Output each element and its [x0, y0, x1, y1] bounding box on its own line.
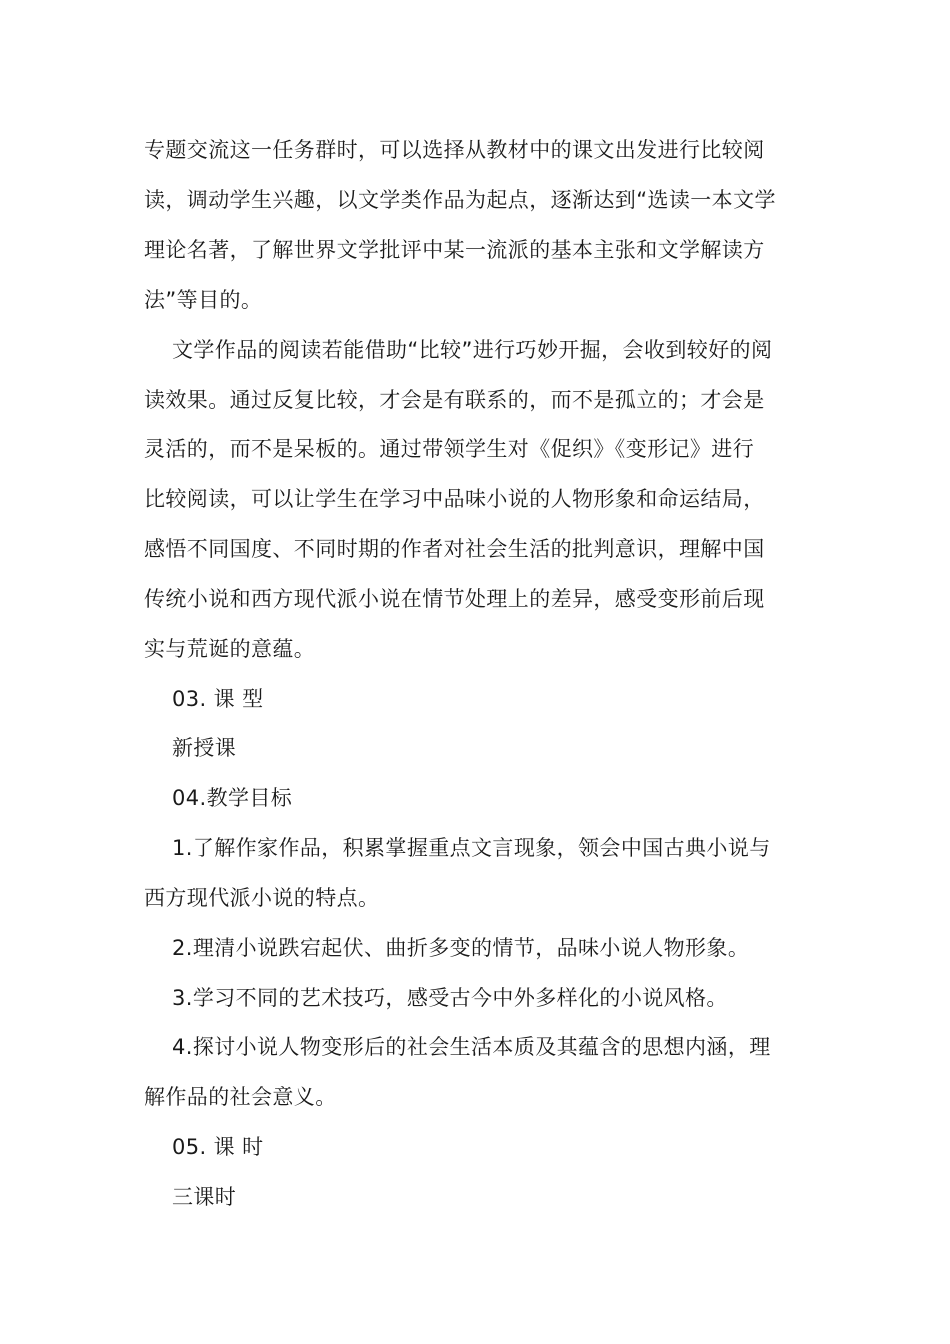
paragraph-line: 理论名著，了解世界文学批评中某一流派的基本主张和文学解读方 — [144, 238, 765, 262]
section-heading: 03. 课 型 — [172, 687, 264, 711]
goal-item-continued: 西方现代派小说的特点。 — [144, 886, 380, 910]
paragraph-line: 专题交流这一任务群时，可以选择从教材中的课文出发进行比较阅 — [144, 138, 765, 162]
goal-item: 4.探讨小说人物变形后的社会生活本质及其蕴含的思想内涵，理 — [172, 1035, 771, 1059]
goal-item: 1.了解作家作品，积累掌握重点文言现象，领会中国古典小说与 — [172, 836, 771, 860]
section-heading: 04.教学目标 — [172, 786, 293, 810]
paragraph-line: 灵活的，而不是呆板的。通过带领学生对《促织》《变形记》进行 — [144, 437, 755, 461]
goal-item: 2.理清小说跌宕起伏、曲折多变的情节，品味小说人物形象。 — [172, 936, 750, 960]
paragraph-line: 传统小说和西方现代派小说在情节处理上的差异，感受变形前后现 — [144, 587, 765, 611]
section-content: 三课时 — [172, 1185, 237, 1209]
paragraph-line: 法”等目的。 — [144, 288, 263, 312]
paragraph-line: 读，调动学生兴趣，以文学类作品为起点，逐渐达到“选读一本文学 — [144, 188, 776, 212]
paragraph-line: 读效果。通过反复比较，才会是有联系的，而不是孤立的；才会是 — [144, 388, 765, 412]
paragraph-line: 感悟不同国度、不同时期的作者对社会生活的批判意识，理解中国 — [144, 537, 765, 561]
section-content: 新授课 — [172, 736, 237, 760]
paragraph-line: 文学作品的阅读若能借助“比较”进行巧妙开掘，会收到较好的阅 — [172, 338, 773, 362]
goal-item: 3.学习不同的艺术技巧，感受古今中外多样化的小说风格。 — [172, 986, 728, 1010]
section-heading: 05. 课 时 — [172, 1135, 264, 1159]
paragraph-line: 实与荒诞的意蕴。 — [144, 637, 316, 661]
goal-item-continued: 解作品的社会意义。 — [144, 1085, 337, 1109]
paragraph-line: 比较阅读，可以让学生在学习中品味小说的人物形象和命运结局， — [144, 487, 765, 511]
